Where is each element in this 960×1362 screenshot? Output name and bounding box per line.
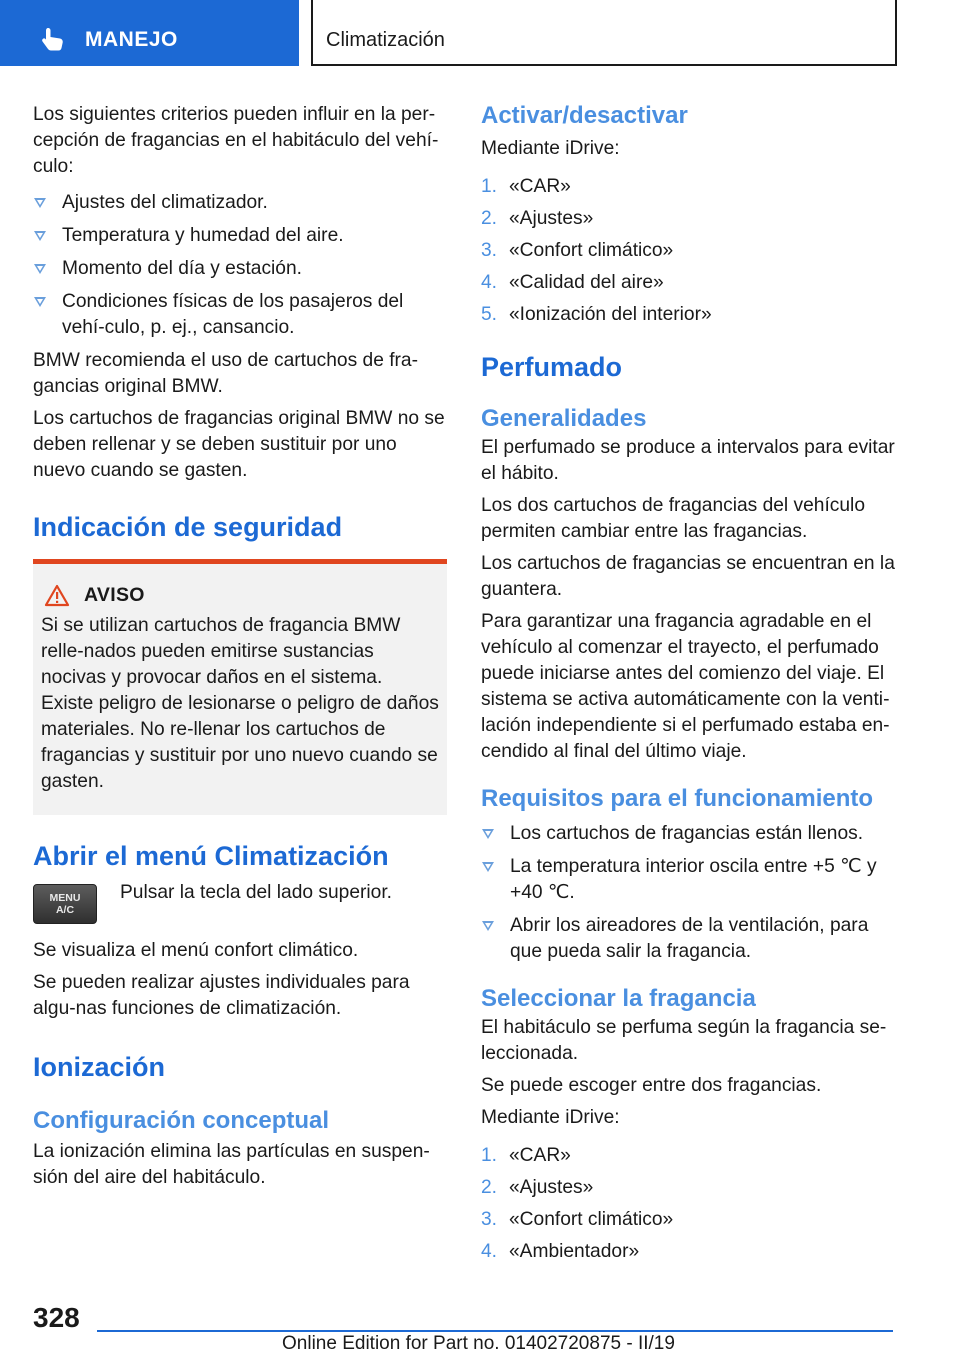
concept-heading: Configuración conceptual (33, 1107, 330, 1134)
list-item: Temperatura y humedad del aire. (33, 223, 451, 249)
refill-paragraph: Los cartuchos de fragancias original BMW no se deben rellenar y se deben sustituir por uno nuevo cuando se gasten. (33, 408, 445, 481)
menu-heading: Abrir el menú Climatización (33, 841, 389, 871)
list-item: La temperatura interior oscila entre +5 ℃ y +40 ℃. (481, 854, 896, 906)
list-item: 1. «CAR» (481, 1145, 571, 1166)
list-item: Ajustes del climatizador. (33, 190, 451, 216)
intro-paragraph: Los siguientes criterios pueden influir en la per-cepción de fragancias en el habitáculo del vehí-culo: (33, 104, 439, 177)
list-item: Los cartuchos de fragancias están llenos. (481, 821, 896, 847)
warning-text: Si se utilizan cartuchos de fragancia BMW relle-nados pueden emitirse sustancias nocivas y provocar daños en el sistema. Existe peligro de lesionarse o peligro de daños materiales. No re-llenar los cartuchos de fragancias y sustituir por uno nuevo cuando se gasten. (41, 615, 439, 792)
select-paragraph-1: El habitáculo se perfuma según la fragancia se-leccionada. (481, 1017, 887, 1064)
triangle-bullet-icon (34, 198, 46, 208)
activate-heading: Activar/desactivar (481, 102, 688, 129)
left-column (33, 102, 451, 1197)
via-idrive-2: Mediante iDrive: (481, 1107, 620, 1128)
activation-steps (481, 174, 896, 328)
chapter-title: MANEJO (85, 28, 178, 51)
edition-text: Online Edition for Part no. 01402720875 - II/19 (282, 1333, 675, 1354)
select-paragraph-2: Se puede escoger entre dos fragancias. (481, 1075, 822, 1096)
triangle-bullet-icon (34, 297, 46, 307)
menu-ac-key-icon: MENU A/C (33, 884, 97, 924)
list-item: Momento del día y estación. (33, 256, 451, 282)
general-paragraph-3: Los cartuchos de fragancias se encuentran en la guantera. (481, 553, 895, 600)
menu-press-text: Pulsar la tecla del lado superior. (120, 882, 392, 903)
list-item: 2. «Ajustes» (481, 208, 594, 229)
triangle-bullet-icon (482, 829, 494, 839)
recommend-paragraph: BMW recomienda el uso de cartuchos de fra-gancias original BMW. (33, 350, 418, 397)
requirements-heading: Requisitos para el funcionamiento (481, 785, 874, 812)
criteria-list (33, 190, 451, 341)
chapter-tab (0, 0, 299, 66)
right-column (481, 102, 896, 1271)
concept-paragraph: La ionización elimina las partículas en suspen-sión del aire del habitáculo. (33, 1141, 430, 1188)
general-paragraph-4: Para garantizar una fragancia agradable en el vehículo al comenzar el trayecto, el perfumado puede iniciarse antes del comienzo del viaje. El sistema se activa automáticamente con la venti-lación independiente si el perfumado estaba en-cendido al final del último viaje. (481, 611, 890, 762)
safety-heading: Indicación de seguridad (33, 512, 343, 542)
list-item: 2. «Ajustes» (481, 1177, 594, 1198)
menu-paragraph-1: Se visualiza el menú confort climático. (33, 940, 359, 961)
warning-title: AVISO (84, 584, 145, 606)
list-item: 3. «Confort climático» (481, 1209, 674, 1230)
page-header (0, 0, 960, 66)
list-item: 4. «Ambientador» (481, 1241, 640, 1262)
general-paragraph-2: Los dos cartuchos de fragancias del vehículo permiten cambiar entre las fragancias. (481, 495, 865, 542)
menu-key-row (33, 880, 451, 938)
list-item: Condiciones físicas de los pasajeros del vehí-culo, p. ej., cansancio. (33, 289, 451, 341)
section-tab (311, 0, 897, 66)
footer-divider (97, 1330, 893, 1332)
warning-box (33, 559, 447, 815)
triangle-bullet-icon (482, 921, 494, 931)
list-item: 1. «CAR» (481, 176, 571, 197)
warning-title-row (41, 584, 439, 607)
triangle-bullet-icon (482, 862, 494, 872)
list-item: 4. «Calidad del aire» (481, 272, 664, 293)
hand-pointer-icon (40, 26, 66, 52)
triangle-bullet-icon (34, 231, 46, 241)
triangle-bullet-icon (34, 264, 46, 274)
list-item: 5. «Ionización del interior» (481, 304, 712, 325)
list-item: Abrir los aireadores de la ventilación, para que pueda salir la fragancia. (481, 913, 896, 965)
section-title: Climatización (326, 29, 445, 51)
general-paragraph-1: El perfumado se produce a intervalos para evitar el hábito. (481, 437, 895, 484)
ionization-heading: Ionización (33, 1052, 166, 1082)
page-number: 328 (33, 1302, 80, 1333)
general-heading: Generalidades (481, 405, 647, 432)
perfume-heading: Perfumado (481, 352, 623, 382)
list-item: 3. «Confort climático» (481, 240, 674, 261)
menu-paragraph-2: Se pueden realizar ajustes individuales para algu-nas funciones de climatización. (33, 972, 410, 1019)
via-idrive-1: Mediante iDrive: (481, 138, 620, 159)
select-heading: Seleccionar la fragancia (481, 985, 756, 1012)
requirements-list (481, 821, 896, 965)
fragrance-steps (481, 1143, 896, 1265)
warning-triangle-icon (44, 584, 70, 607)
